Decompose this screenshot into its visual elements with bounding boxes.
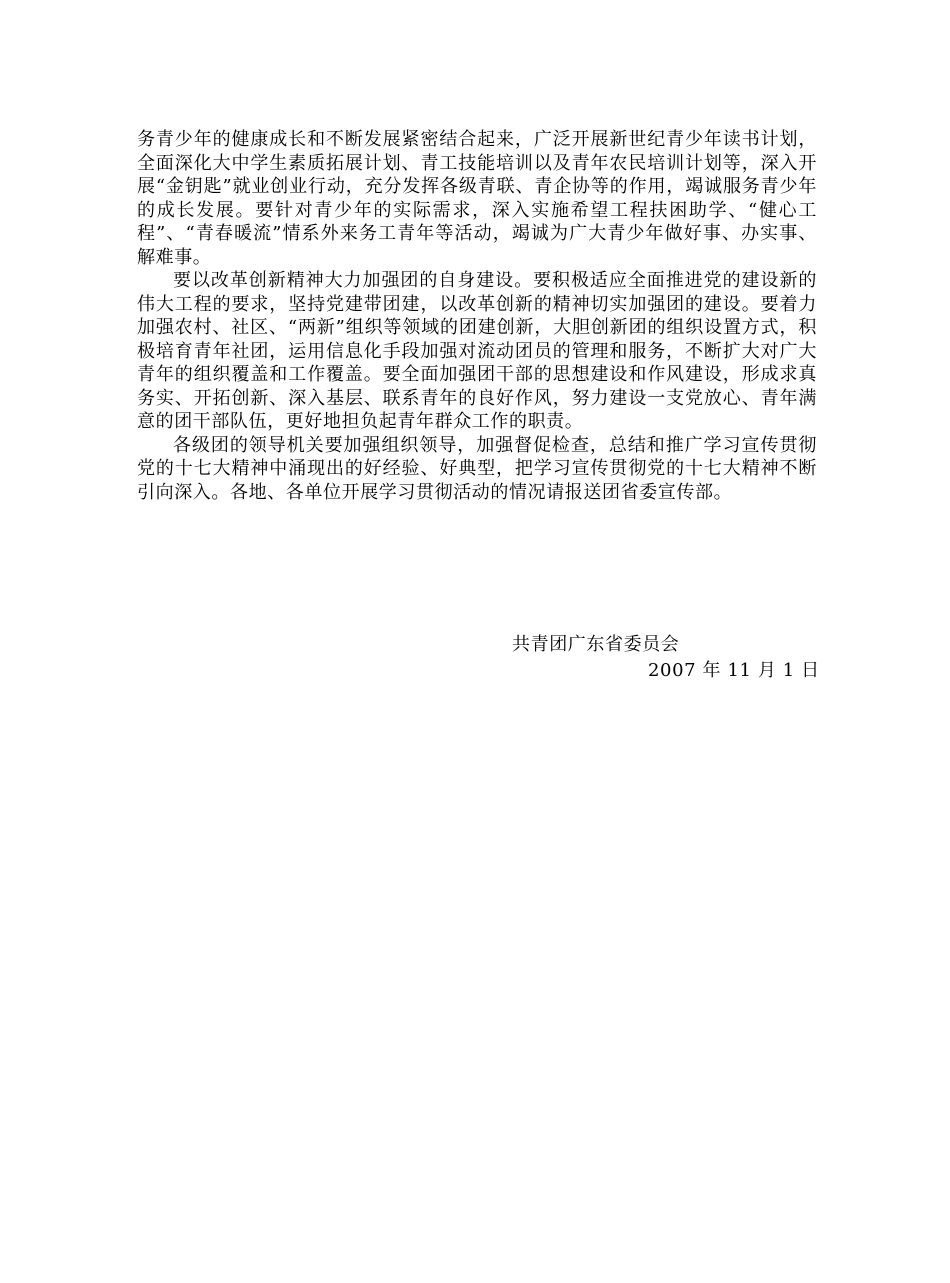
signature-date: 2007 年 11 月 1 日 <box>648 660 820 681</box>
document-body <box>137 128 817 504</box>
body-paragraph-3: 各级团的领导机关要加强组织领导，加强督促检查，总结和推广学习宣传贯彻党的十七大精神中涌现出的好经验、好典型，把学习宣传贯彻党的十七大精神不断引向深入。各地、各单位开展学习贯彻活动的情况请报送团省委宣传部。 <box>137 434 817 503</box>
signature-organization: 共青团广东省委员会 <box>512 634 680 655</box>
body-paragraph-2: 要以改革创新精神大力加强团的自身建设。要积极适应全面推进党的建设新的伟大工程的要求，坚持党建带团建，以改革创新的精神切实加强团的建设。要着力加强农村、社区、“两新”组织等领域的团建创新，大胆创新团的组织设置方式，积极培育青年社团，运用信息化手段加强对流动团员的管理和服务，不断扩大对广大青年的组织覆盖和工作覆盖。要全面加强团干部的思想建设和作风建设，形成求真务实、开拓创新、深入基层、联系青年的良好作风，努力建设一支党放心、青年满意的团干部队伍，更好地担负起青年群众工作的职责。 <box>137 270 817 432</box>
body-paragraph-1: 务青少年的健康成长和不断发展紧密结合起来，广泛开展新世纪青少年读书计划，全面深化大中学生素质拓展计划、青工技能培训以及青年农民培训计划等，深入开展“金钥匙”就业创业行动，充分发挥各级青联、青企协等的作用，竭诚服务青少年的成长发展。要针对青少年的实际需求，深入实施希望工程扶困助学、“健心工程”、“青春暖流”情系外来务工青年等活动，竭诚为广大青少年做好事、办实事、解难事。 <box>137 129 817 268</box>
